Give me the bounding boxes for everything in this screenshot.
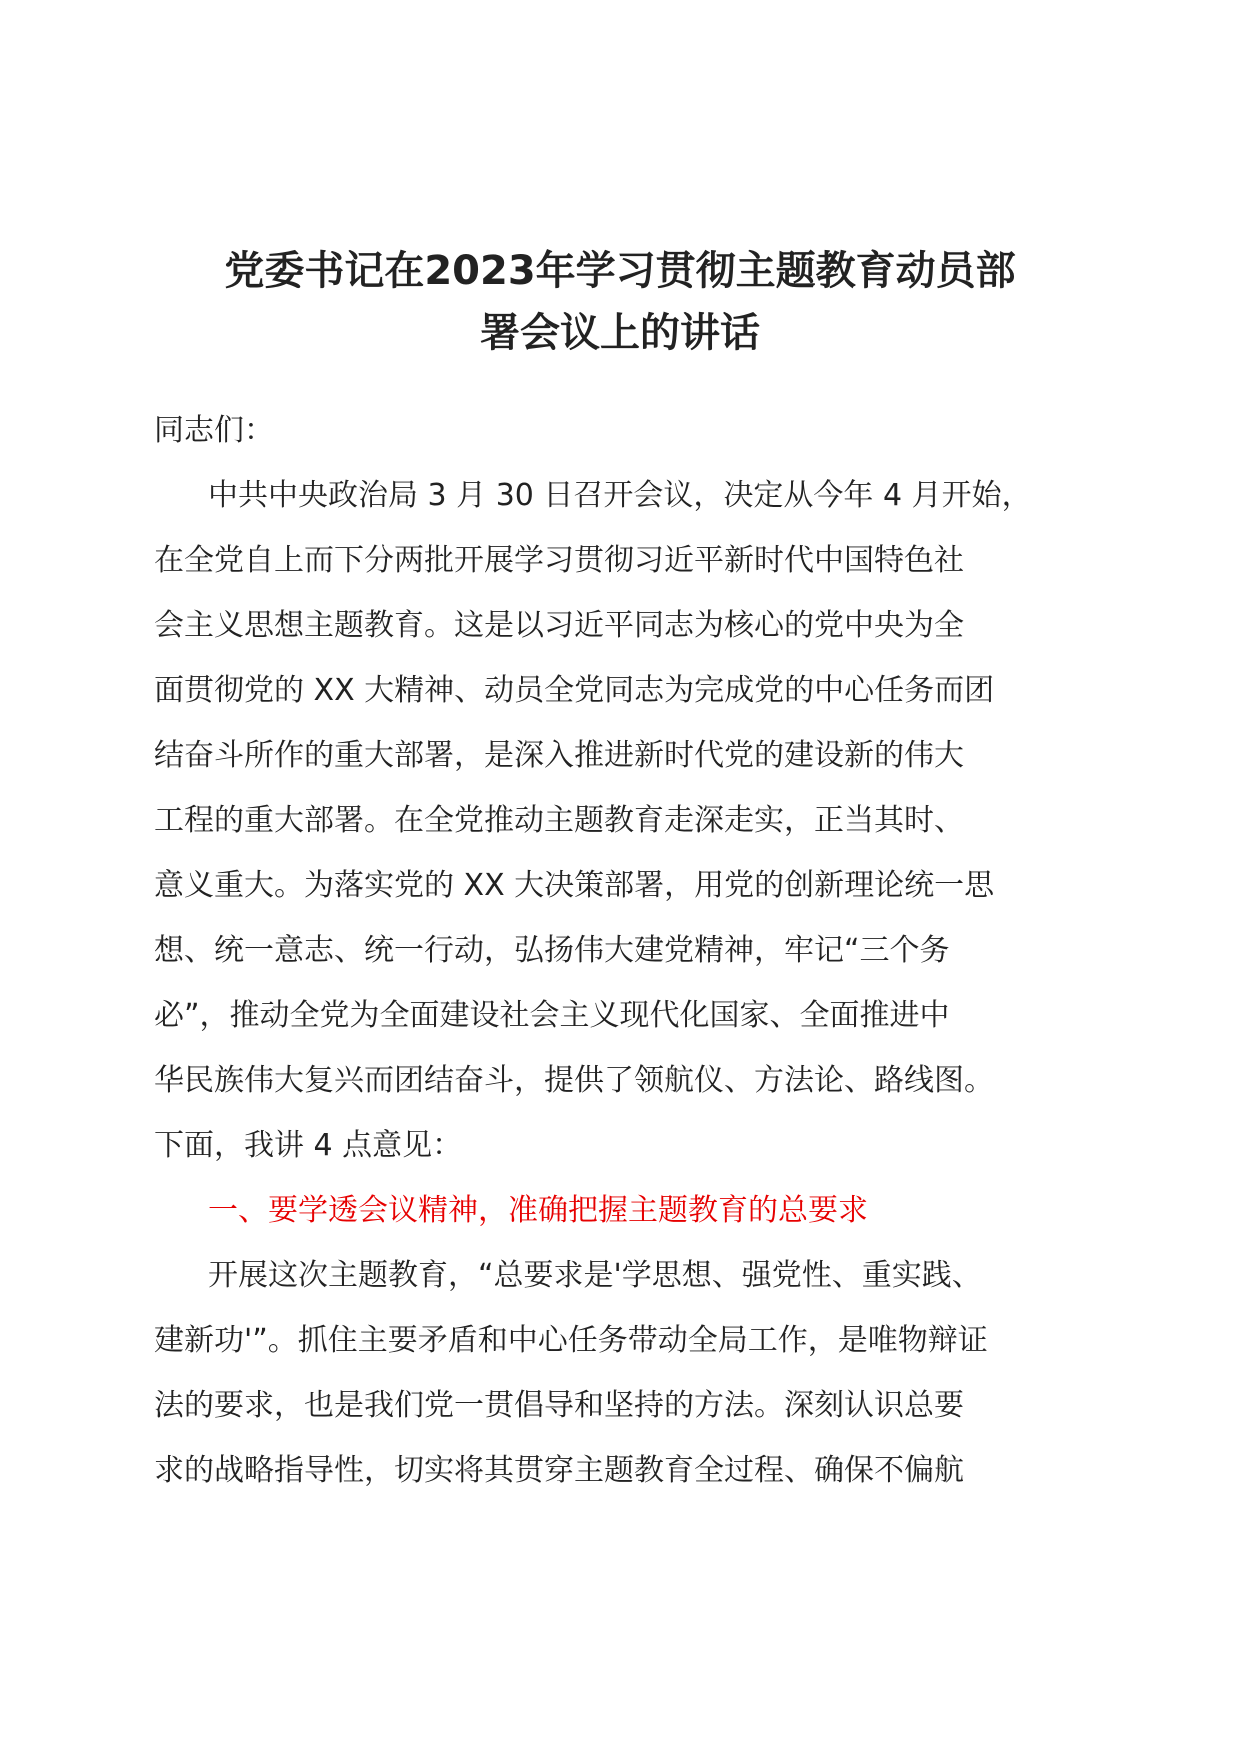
salutation: 同志们：: [154, 413, 274, 448]
paragraph-1-line: 工程的重大部署。在全党推动主题教育走深走实，正当其时、: [154, 803, 964, 838]
title-line-1: 党委书记在2023年学习贯彻主题教育动员部: [224, 248, 1016, 294]
paragraph-1-line: 会主义思想主题教育。这是以习近平同志为核心的党中央为全: [154, 608, 964, 643]
paragraph-1: [154, 463, 1114, 1178]
paragraph-2-line: 法的要求，也是我们党一贯倡导和坚持的方法。深刻认识总要: [154, 1388, 964, 1423]
paragraph-1-line: 必”，推动全党为全面建设社会主义现代化国家、全面推进中: [154, 998, 950, 1033]
title-line-2: 署会议上的讲话: [480, 310, 760, 356]
paragraph-1-line: 下面，我讲 4 点意见：: [154, 1128, 463, 1163]
document-title: [150, 240, 1090, 364]
paragraph-1-line: 中共中央政治局 3 月 30 日召开会议，决定从今年 4 月开始，: [208, 478, 1032, 513]
paragraph-2: [154, 1243, 1114, 1503]
paragraph-2-line: 开展这次主题教育，“总要求是'学思想、强党性、重实践、: [208, 1258, 982, 1293]
paragraph-1-line: 想、统一意志、统一行动，弘扬伟大建党精神，牢记“三个务: [154, 933, 950, 968]
section-1-heading: 一、要学透会议精神，准确把握主题教育的总要求: [208, 1193, 868, 1228]
paragraph-2-line: 建新功'”。抓住主要矛盾和中心任务带动全局工作，是唯物辩证: [154, 1323, 988, 1358]
paragraph-1-line: 华民族伟大复兴而团结奋斗，提供了领航仪、方法论、路线图。: [154, 1063, 994, 1098]
document-body: [154, 398, 1114, 1503]
paragraph-2-line: 求的战略指导性，切实将其贯穿主题教育全过程、确保不偏航: [154, 1453, 964, 1488]
paragraph-1-line: 在全党自上而下分两批开展学习贯彻习近平新时代中国特色社: [154, 543, 964, 578]
paragraph-1-line: 意义重大。为落实党的 XX 大决策部署，用党的创新理论统一思: [154, 868, 995, 903]
paragraph-1-line: 面贯彻党的 XX 大精神、动员全党同志为完成党的中心任务而团: [154, 673, 995, 708]
paragraph-1-line: 结奋斗所作的重大部署，是深入推进新时代党的建设新的伟大: [154, 738, 964, 773]
